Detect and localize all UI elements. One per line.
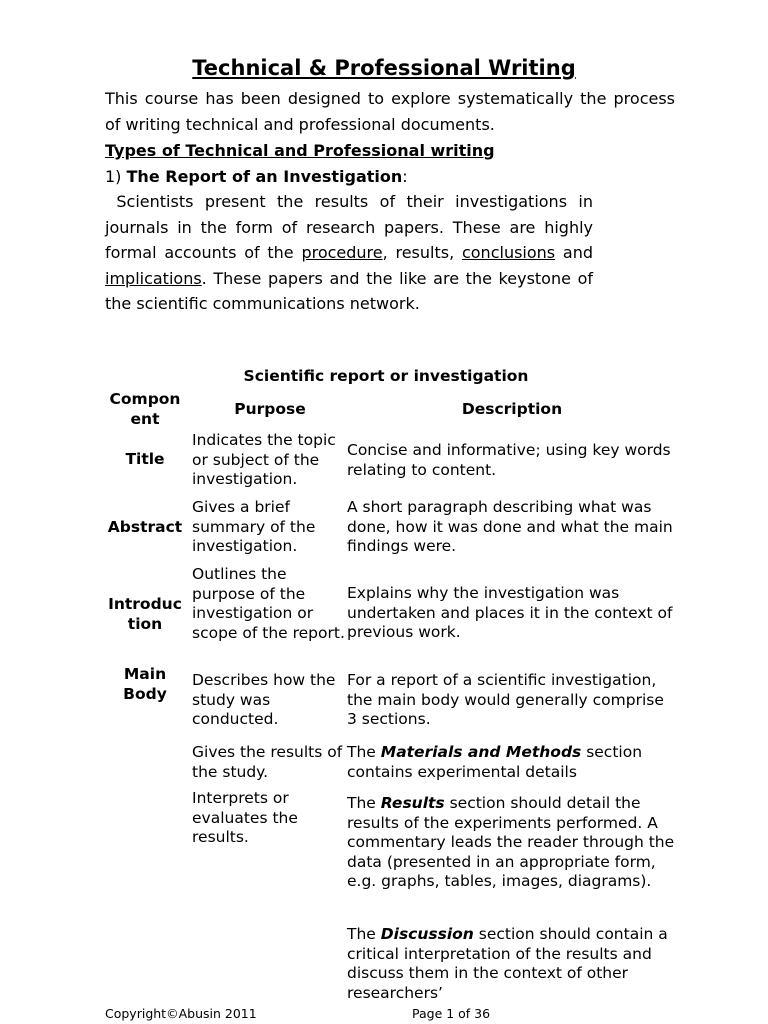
para-text-3: and — [555, 243, 594, 263]
methods-text-post: section contains experimental details — [347, 743, 643, 781]
discussion-text-post: section should contain a critical interpretation of the results and discuss them in the context of other researchers’ — [347, 925, 668, 1002]
section-number: 1) — [105, 167, 122, 186]
methods-term: Materials and Methods — [380, 743, 582, 761]
results-text-pre: The — [347, 794, 381, 812]
implications-term: implications — [105, 268, 202, 288]
table-caption: Scientific report or investigation — [243, 367, 529, 385]
conclusions-term: conclusions — [461, 243, 556, 263]
row-abstract-component: Abstract — [107, 518, 183, 536]
row-introduction-description: Explains why the investigation was undertaken and places it in the context of previous work. — [347, 584, 673, 641]
row-title-purpose: Indicates the topic or subject of the investigation. — [192, 431, 336, 488]
para-text-2: , results, — [382, 243, 462, 263]
section-heading — [105, 164, 408, 190]
procedure-term: procedure — [301, 243, 383, 263]
section-title: The Report of an Investigation — [126, 167, 403, 186]
page-title: Technical & Professional Writing — [192, 56, 576, 80]
types-heading: Types of Technical and Professional writing — [105, 141, 495, 160]
row-results-purpose: Interprets or evaluates the results. — [192, 789, 298, 846]
section-colon: : — [402, 167, 408, 186]
row-introduction-component: Introduc tion — [108, 595, 182, 633]
row-methods-purpose: Gives the results of the study. — [192, 743, 343, 781]
intro-paragraph: This course has been designed to explore systematically the process of writing technical and professional documents. — [105, 89, 675, 134]
footer-copyright: Copyright©Abusin 2011 — [105, 1006, 257, 1021]
para-text-1: Scientists present the results of their investigations in journals in the form of research papers. These are highly formal accounts of the — [105, 192, 593, 263]
footer-page-number: Page 1 of 36 — [412, 1006, 491, 1021]
row-title-component: Title — [125, 450, 165, 468]
discussion-text-pre: The — [347, 925, 381, 943]
results-term: Results — [380, 794, 445, 812]
row-results-description — [347, 794, 677, 892]
row-discussion-description — [347, 925, 677, 1003]
para-text-4: . These papers and the like are the keystone of the scientific communications network. — [105, 268, 593, 314]
row-introduction-purpose: Outlines the purpose of the investigation or scope of the report. — [192, 565, 345, 642]
row-abstract-description: A short paragraph describing what was done, how it was done and what the main findings were. — [347, 498, 673, 555]
methods-text-pre: The — [347, 743, 381, 761]
row-title-description: Concise and informative; using key words relating to content. — [347, 441, 671, 479]
discussion-term: Discussion — [380, 925, 474, 943]
row-abstract-purpose: Gives a brief summary of the investigation. — [192, 498, 316, 555]
section-paragraph — [105, 189, 593, 317]
row-methods-description — [347, 743, 677, 782]
row-mainbody-purpose: Describes how the study was conducted. — [192, 671, 336, 728]
header-component: Compon ent — [109, 390, 181, 428]
results-text-post: section should detail the results of the experiments performed. A commentary leads the reader through the data (presented in an appropriate form, e.g. graphs, tables, images, diagrams). — [347, 794, 675, 890]
row-mainbody-description: For a report of a scientific investigation, the main body would generally comprise 3 sections. — [347, 671, 664, 728]
row-mainbody-component: Main Body — [123, 665, 167, 703]
header-description: Description — [461, 400, 563, 418]
header-purpose: Purpose — [234, 400, 306, 418]
